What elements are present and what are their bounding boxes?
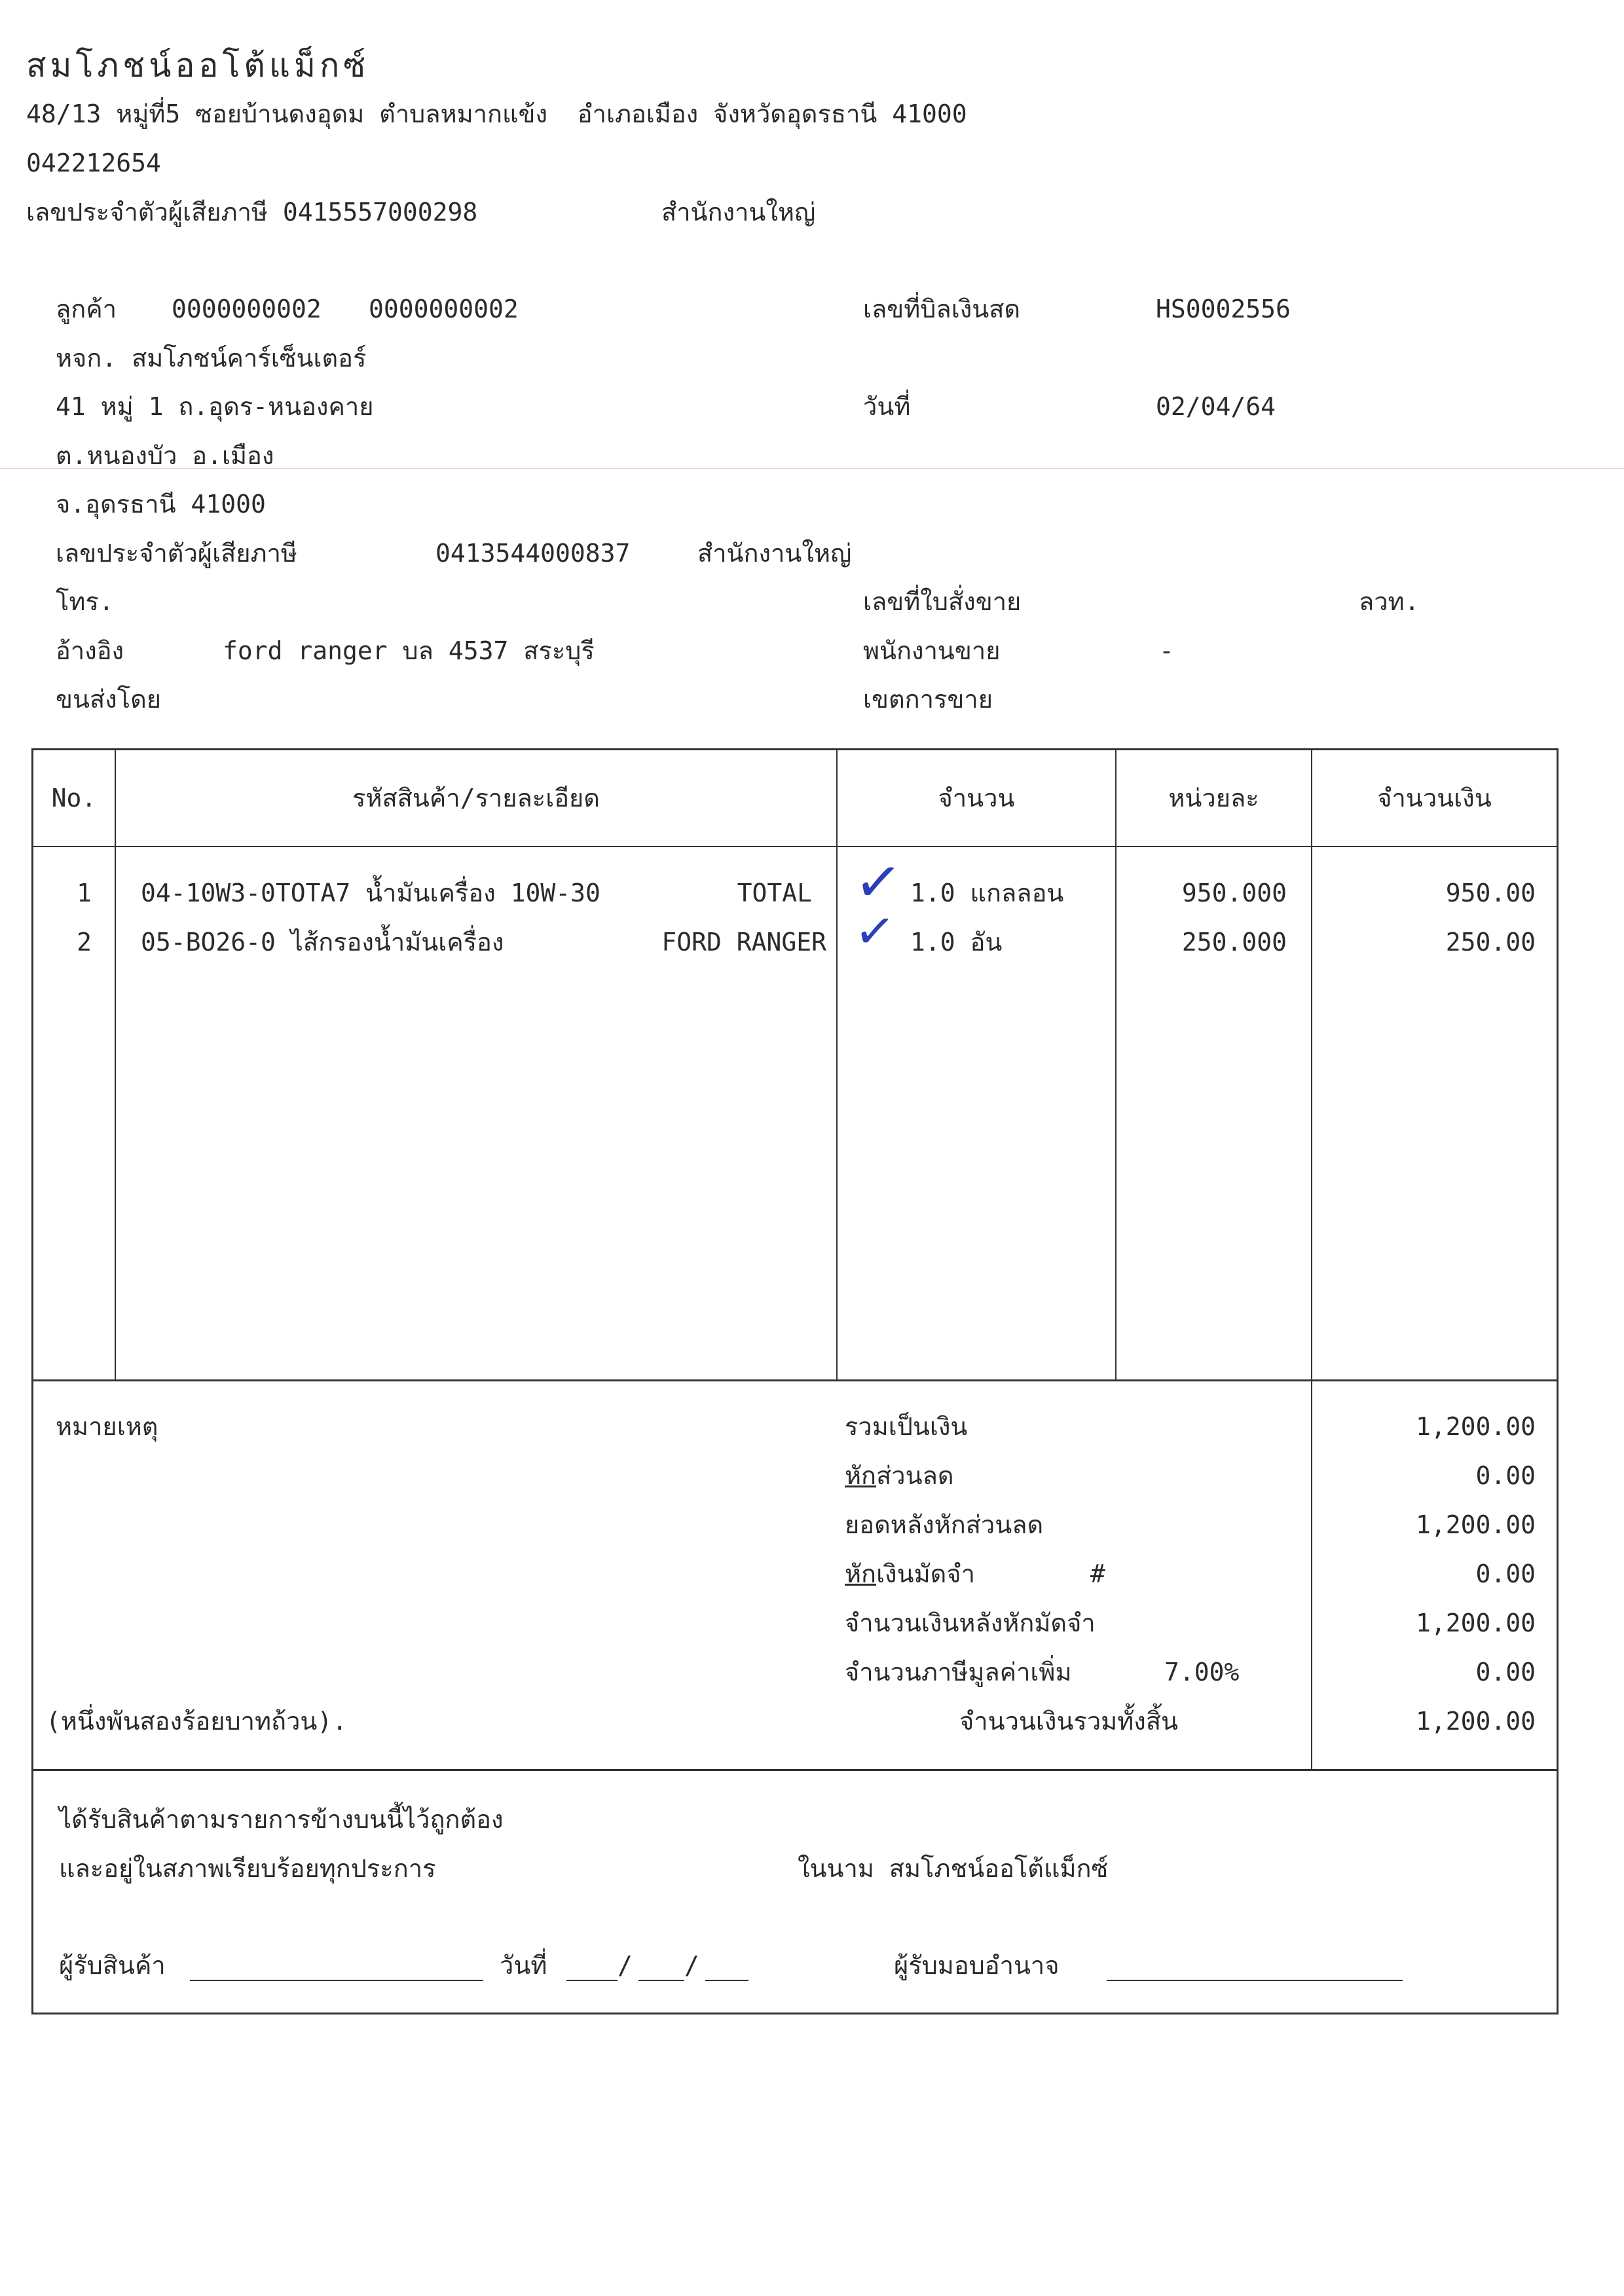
remark-label: หมายเหตุ	[56, 1412, 158, 1441]
table-right-border	[1557, 748, 1559, 2014]
authorized-label: ผู้รับมอบอำนาจ	[894, 1951, 1060, 1980]
row-amount: 250.00	[1445, 928, 1536, 957]
col-divider-no	[115, 748, 116, 1381]
row-brand: FORD RANGER	[661, 928, 826, 957]
customer-address-3: จ.อุดรธานี 41000	[56, 490, 266, 519]
row-amount: 950.00	[1445, 879, 1536, 907]
row-unit-price: 950.000	[1181, 879, 1287, 907]
salesperson-value: -	[1159, 636, 1174, 665]
row-description: 05-BO26-0 ไส้กรองน้ำมันเครื่อง	[141, 928, 504, 957]
header-description: รหัสสินค้า/รายละเอียด	[352, 784, 600, 812]
header-amount: จำนวนเงิน	[1377, 784, 1492, 812]
company-name: สมโภชน์ออโต้แม็กซ์	[26, 46, 370, 84]
authorized-signature-line	[1107, 1980, 1403, 1981]
discount-label	[845, 1460, 954, 1491]
company-address: 48/13 หมู่ที่5 ซอยบ้านดงอุดม ตำบลหมากแข้ง อำเภอเมือง จังหวัดอุดรธานี 41000	[26, 100, 967, 128]
amount-in-words: (หนึ่งพันสองร้อยบาทถ้วน).	[46, 1707, 348, 1736]
grand-total-label: จำนวนเงินรวมทั้งสิ้น	[959, 1707, 1178, 1736]
receive-year-line	[705, 1980, 748, 1981]
deposit-label	[845, 1558, 975, 1590]
customer-code-1: 0000000002	[172, 295, 322, 323]
company-tax-id: เลขประจำตัวผู้เสียภาษี 0415557000298	[26, 198, 478, 227]
on-behalf-of: ในนาม สมโภชน์ออโต้แม็กซ์	[798, 1854, 1109, 1883]
customer-phone-label: โทร.	[56, 587, 114, 616]
header-no: No.	[51, 784, 97, 812]
deposit-label-underlined: หัก	[845, 1559, 877, 1588]
discount-label-text: ส่วนลด	[876, 1461, 954, 1490]
deposit-hash: #	[1090, 1559, 1105, 1588]
after-deposit-value: 1,200.00	[1415, 1609, 1536, 1637]
deposit-value: 0.00	[1475, 1559, 1536, 1588]
row-quantity: 1.0 อัน	[910, 928, 1003, 957]
after-discount-label: ยอดหลังหักส่วนลด	[845, 1510, 1044, 1539]
reference-value: ford ranger บล 4537 สระบุรี	[223, 636, 595, 665]
header-quantity: จำนวน	[938, 784, 1015, 812]
receive-month-line	[638, 1980, 684, 1981]
customer-address-2: ต.หนองบัว อ.เมือง	[56, 441, 274, 470]
bill-date-label: วันที่	[863, 392, 911, 421]
handwritten-check-mark: ✓	[851, 847, 906, 918]
customer-tax-label: เลขประจำตัวผู้เสียภาษี	[56, 539, 297, 568]
customer-tax-id: 0413544000837	[435, 539, 631, 568]
subtotal-value: 1,200.00	[1415, 1412, 1536, 1441]
discount-label-underlined: หัก	[845, 1461, 877, 1490]
receipt-statement-1: ได้รับสินค้าตามรายการข้างบนนี้ไว้ถูกต้อง	[59, 1805, 504, 1834]
receiver-label: ผู้รับสินค้า	[59, 1951, 166, 1980]
table-header-divider	[31, 846, 1559, 847]
after-discount-value: 1,200.00	[1415, 1510, 1536, 1539]
salesperson-label: พนักงานขาย	[863, 636, 1001, 665]
shipping-label: ขนส่งโดย	[56, 685, 162, 714]
receive-date-label: วันที่	[500, 1951, 547, 1980]
company-branch: สำนักงานใหญ่	[661, 198, 816, 227]
row-brand: TOTAL	[737, 879, 812, 907]
receive-day-line	[566, 1980, 618, 1981]
date-slash-1: /	[618, 1951, 633, 1980]
receipt-statement-2: และอยู่ในสภาพเรียบร้อยทุกประการ	[59, 1854, 436, 1883]
row-no: 2	[77, 928, 92, 957]
col-divider-desc	[836, 748, 838, 1381]
col-divider-qty	[1115, 748, 1116, 1381]
reference-label: อ้างอิง	[56, 636, 124, 665]
footer-bottom-border	[31, 2013, 1559, 2014]
company-phone: 042212654	[26, 149, 161, 177]
vat-rate: 7.00%	[1164, 1658, 1240, 1686]
bill-date-value: 02/04/64	[1156, 392, 1276, 421]
vat-label: จำนวนภาษีมูลค่าเพิ่ม	[845, 1658, 1072, 1686]
customer-label: ลูกค้า	[56, 295, 117, 323]
sales-area-label: เขตการขาย	[863, 685, 993, 714]
row-quantity: 1.0 แกลลอน	[910, 879, 1064, 907]
summary-bottom-border	[31, 1769, 1559, 1771]
header-unit-price: หน่วยละ	[1168, 784, 1259, 812]
sales-order-label: เลขที่ใบสั่งขาย	[863, 587, 1022, 616]
customer-address-1: 41 หมู่ 1 ถ.อุดร-หนองคาย	[56, 392, 374, 421]
date-slash-2: /	[684, 1951, 699, 1980]
row-no: 1	[77, 879, 92, 907]
grand-total-value: 1,200.00	[1415, 1707, 1536, 1736]
handwritten-check-mark: ✓	[851, 901, 898, 962]
table-top-border	[31, 748, 1559, 750]
after-deposit-label: จำนวนเงินหลังหักมัดจำ	[845, 1609, 1096, 1637]
bill-no-value: HS0002556	[1156, 295, 1291, 323]
row-description: 04-10W3-0TOTA7 น้ำมันเครื่อง 10W-30	[141, 879, 600, 907]
bill-no-label: เลขที่บิลเงินสด	[863, 295, 1021, 323]
sales-order-right-label: ลวท.	[1359, 587, 1420, 616]
table-left-border	[31, 748, 33, 2014]
deposit-label-text: เงินมัดจำ	[876, 1559, 975, 1588]
row-unit-price: 250.000	[1181, 928, 1287, 957]
discount-value: 0.00	[1475, 1461, 1536, 1490]
receiver-signature-line	[190, 1980, 483, 1981]
customer-branch: สำนักงานใหญ่	[697, 539, 852, 568]
col-divider-amount	[1311, 748, 1312, 1770]
table-body-bottom-border	[31, 1379, 1559, 1381]
customer-code-2: 0000000002	[369, 295, 519, 323]
subtotal-label: รวมเป็นเงิน	[845, 1412, 968, 1441]
vat-value: 0.00	[1475, 1658, 1536, 1686]
customer-name: หจก. สมโภชน์คาร์เซ็นเตอร์	[56, 344, 367, 373]
